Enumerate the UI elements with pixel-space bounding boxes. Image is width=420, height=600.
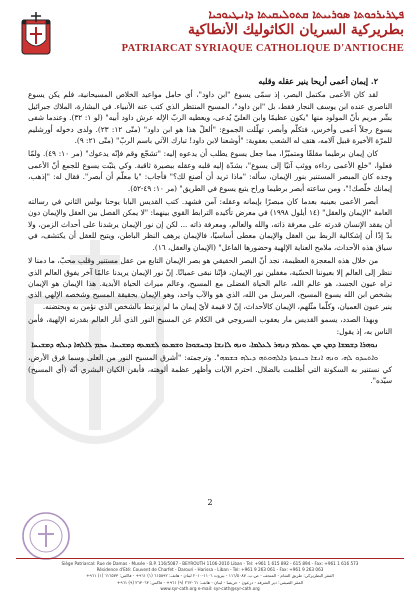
letterhead-syriac-title: ܦܛܪܝܪܟܘܬܐ ܣܘܪܝܝܬܐ ܩܬܘܠܝܩܝܬܐ ܕܐܢܛܝܘܟܝܐ xyxy=(208,8,404,21)
section-heading: ٢. إيمان أعمى أريحا ينير عقله وقلبه xyxy=(258,76,378,86)
patriarchate-coat-of-arms-icon xyxy=(16,10,56,60)
page-number: 2 xyxy=(207,498,213,507)
body-paragraph: لقد كان الأعمى مكتمل البصر، إذ سمّى يسوع "ابن داود"، أي حامل مواعيد الخلاص المسيحانية، فلم يكن يسوع الناصري عنده ابن يوسف النجار فقط، بل "ابن داود"، المسيح المنتظر الذي كتب عنه الأنبياء. في البشارة، الملاك جبرائيل بشّر مريم بأنّ المولود منها "يكون عظيمًا وابن العليّ يُدعى، ويعطيه الربّ الإله عرش داود أبيه" (لو ١: ٣٢). وعندما شفى يسوع رجلاً أعمى وأخرس، فتكلّم وأبصر، تهلّلت الجموع: "ألعلّ هذا هو ابن داود" (متّى ١٢: ٢٣). ولدى دخوله أورشليم للمرّة الأخيرة قبيل آلامه، هتف له الشعب بعفوية: "أوشعنا لابن داود! تبارك الآتي باسم الربّ" (متّى ٢١: ٩). xyxy=(28,90,392,146)
body-paragraph: من خلال هذه المعجزة العظيمة، نجد أنّ البصر الحقيقي هو بصر الإيمان التابع من عقل مستنير وقلب محبّ، ما دمنا لا ننظر إلى العالم إلا بعيوننا الحسّية، مغفلين نور الإيمان، فإنّنا نبقى عميانًا. إنّ نور الإيمان يريدنا عالمًا آخر يفوق العالم الذي تراه عيون الجسد، هو عالم الله، عالم الحياة الفضلى مع المسيح، وعالم ميراث الحياة الأبدية. هذا الإيمان هو الإيمان بشخص ابن الله يسوع المسيح، المرسل من الله، الذي هو والآب واحد، وهو الإيمان بحقيقة المسيح وشخصه الإلهي الذي ينير عيون العميان، وكلّما مثّلهم، الإيمان كالأحداث، إنّ لا قيمة لأيّ إيمان ما لم يرتبط بالشخص الذي نؤمن به وبحتضنه. xyxy=(28,256,392,311)
letterhead-latin-title: PATRIARCAT SYRIAQUE CATHOLIQUE D'ANTIOCHE xyxy=(121,43,404,54)
body-paragraph: وبهذا الصدد، يسمو القديس مار يعقوب السروجي في الكلام عن المسيح النور الذي أنار العالم بقدرته الإلهية، فأمن الناس به، إذ يقول: xyxy=(28,315,392,336)
letterhead-footer xyxy=(16,561,404,592)
quotation-translation: ܘܐܬܚܕܘ ܠܗ، ܘܢܗ ܐܢܫܐ ܟܝܢܘܬܐ ܕܐܠܗܘܬܗ ܕܝܠܗ ܒܫܡܗ". وترجمته: "أشرق المسيح النور من العلى وسما فرق الأرض، كي نستنير به السكونة التي أظلمت بالضلال. احترم الآيات وأظهر عظمة ألوهته، فأبقن الكيان البشري أنّه (أي المسيح) سيّده". xyxy=(28,353,392,386)
letterhead xyxy=(0,0,420,66)
footer-web-contact[interactable]: www.syr-cath.org e-mail: syr-cath@syr-cath.org xyxy=(160,585,260,591)
letterhead-arabic-title: بطريركية السريان الكاثوليك الأنطاكية xyxy=(187,22,404,38)
footer-residence-fr: Résidence d'Eté: Couvent de Charfet - Darouri - Harissa - Liban - Tel: +961 9 263 061 - Fax: +961 9 263 063 xyxy=(96,567,324,573)
body-paragraph: كان إيمان برطيما مقلقًا ومتميّزًا، مما جعل يسوع يطلب أن يدعوه إليه: "تشجّع وقم فإنّه يدعوك" (مر ١٠: ٤٩). ولمّا فعلوا، "خلع الأعمى رداءه ووثب آتيًا إلى يسوع"، بشدّة إليه قلبه وعقله ببصيرة ثاقبة. وكي يثبّت يسوع للجمع أنّ الأعمى وجده كان المبصر المستنير بنور الإيمان، سأله: "ماذا تريد أن أصنع لك؟" فأجاب: "يا معلّم أن أبصر". فقال له: "إذهب، إيمانك خلّصك!"، ومن ساعته أبصر برطيما وراح يتبع يسوع في الطريق" (مر ١٠: ٤٩-٥٢). xyxy=(28,149,392,193)
footer-address-ar: المقر البطريركي: طريق الشام - المتحف - ص.ب. ١١٦/٥٠٨٧ - بيروت ١١٠٦-٢٠١٠ لبنان - هاتف: ٦١٥٨٩٢ (١) ٩٦١+ - فاكس: ٦١٦٥٧٣ (١) ٩٦١+ xyxy=(86,573,334,579)
footer-residence-ar: المقر الصيفي: دير الشرفة - درعون - حريصا - لبنان - هاتف: ٢٦٣٠٦١ (٩) ٩٦١+ - فاكس: ٢٦٣٠٦٣ (٩) ٩٦١+ xyxy=(116,579,304,585)
syriac-quotation: ܢܘܗܪܐ ܕܫܡܫܐ ܕܡܢ ܡܢ ܥܘܠܡ ܕܢܗܪ ܠܥܠܡܐ. ܘܢܗ ܠܐܢܫܐ ܕܒܚܫܘܟܐ ܘܫܡܥܘ ܠܫܡܥܗ ܕܡܫܝܚܐ. ܚܟܡ ܠܐܠܗܐ ܕܝܠܗ ܕܡܫܝܚܐ xyxy=(31,339,378,349)
patriarchate-seal-stamp-icon xyxy=(20,510,72,562)
letter-body xyxy=(28,76,392,508)
footer-address-fr: Siège Patriarcal: Rue de Damas - Musée - B.P. 116/5087 - BEYROUTH 1106-2010 Liban - Tel: +961 1 615 892 - 615 894 - Fax: +961 1 616 573 xyxy=(61,561,359,566)
body-paragraph: أبصر الأعمى بعينيه بعدما كان مبصرًا بإيمانه وعقله: آمن فشهد. كتب القديس البابا يوحنا بولس الثاني في رسالته العامة "الإيمان والعقل" (١٤ أيلول ١٩٩٨) في معرض تأكيده الترابط القوي بينهما: "لا يمكن الفصل بين العقل والإيمان دون أن يفقد الإنسان قدرته على معرفة ذاته، والله والعالم، ومعرفة ذاته ... لكن إن نور الإيمان يرشدنا على أحداث الزمن، ولا بدّ إذًا أن إشكالية الربط بين العقل والإيمان معطى أساسيًا، فالإيمان يرهف النظر الباطن، ويتيح للعقل أن يكتشف، في سياق هذه الأحداث، ملامح العناية الإلهية وحضورها الفاعل" (الإيمان والعقل، ١٦). xyxy=(28,197,392,252)
footer-divider xyxy=(16,558,404,559)
